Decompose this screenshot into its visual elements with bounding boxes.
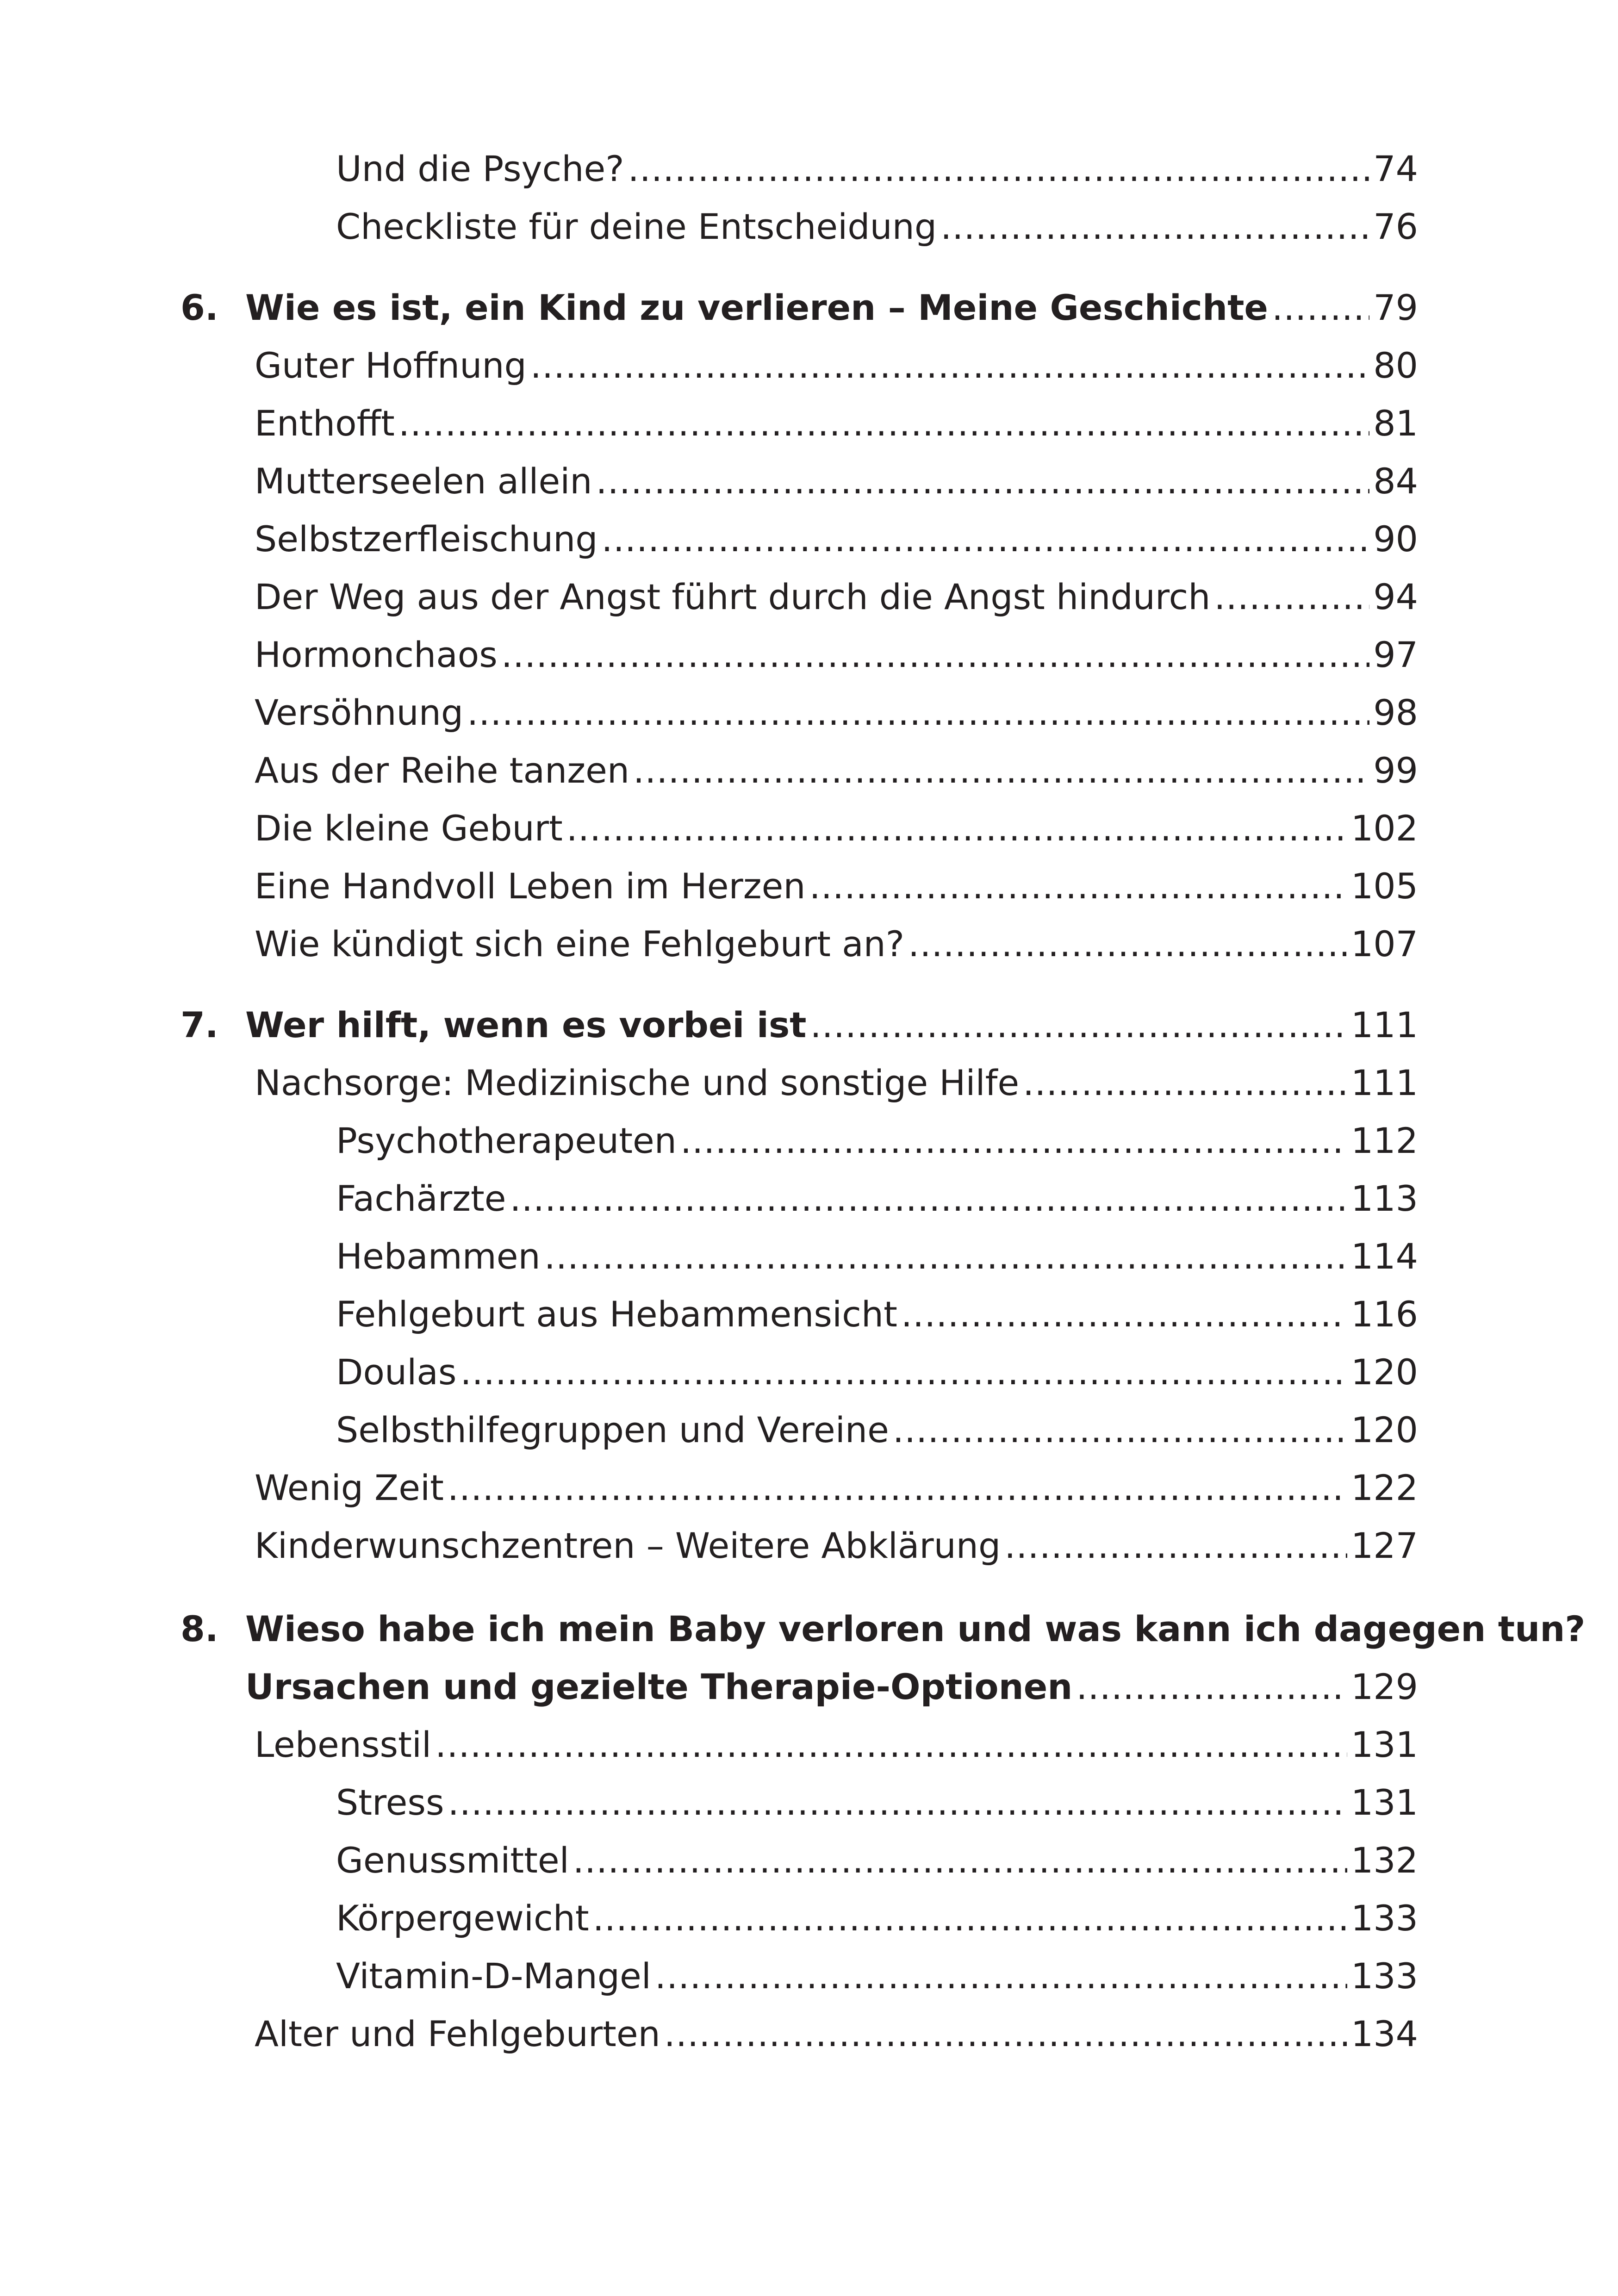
- toc-entry-page: 102: [1350, 808, 1418, 849]
- toc-entry-title: Aus der Reihe tanzen: [255, 750, 630, 791]
- toc-entry-page: 120: [1350, 1351, 1418, 1393]
- chapter-title-line2: Ursachen und gezielte Therapie-Optionen: [245, 1666, 1073, 1707]
- toc-entry-page: 76: [1373, 206, 1418, 247]
- dot-leader: [460, 1349, 1347, 1395]
- toc-entry: [255, 2011, 1418, 2057]
- dot-leader: [655, 1953, 1347, 1999]
- toc-entry-title: Nachsorge: Medizinische und sonstige Hilfe: [255, 1062, 1020, 1103]
- toc-entry-title: Und die Psyche?: [336, 148, 624, 189]
- toc-entry-page: 133: [1350, 1955, 1418, 1997]
- toc-entry-page: 134: [1350, 2013, 1418, 2054]
- toc-entry: [255, 632, 1418, 678]
- dot-leader: [435, 1722, 1347, 1768]
- toc-entry-title: Selbstzerfleischung: [255, 518, 598, 560]
- chapter-number: 8.: [180, 1608, 218, 1649]
- toc-entry-title: Stress: [336, 1782, 444, 1823]
- dot-leader: [448, 1465, 1347, 1511]
- chapter-page: 79: [1373, 287, 1418, 328]
- toc-entry-title: Checkliste für deine Entscheidung: [336, 206, 937, 247]
- dot-leader: [1076, 1664, 1347, 1710]
- toc-entry-title: Doulas: [336, 1351, 457, 1393]
- toc-entry-title: Alter und Fehlgeburten: [255, 2013, 660, 2054]
- toc-entry-page: 74: [1373, 148, 1418, 189]
- dot-leader: [596, 458, 1370, 504]
- chapter-page: 129: [1350, 1666, 1418, 1707]
- toc-entry: [336, 1780, 1418, 1826]
- toc-entry: [255, 921, 1418, 967]
- toc-entry-page: 116: [1350, 1294, 1418, 1335]
- dot-leader: [901, 1291, 1347, 1338]
- dot-leader: [1023, 1060, 1347, 1106]
- toc-entry: [255, 516, 1418, 562]
- chapter-number: 6.: [180, 287, 218, 328]
- toc-entry-title: Fehlgeburt aus Hebammensicht: [336, 1294, 897, 1335]
- toc-entry-page: 97: [1373, 634, 1418, 675]
- toc-entry-title: Enthofft: [255, 403, 395, 444]
- dot-leader: [633, 747, 1369, 794]
- chapter-title: Wer hilft, wenn es vorbei ist: [245, 1004, 807, 1045]
- dot-leader: [573, 1837, 1347, 1884]
- toc-entry-page: 80: [1373, 345, 1418, 386]
- toc-entry: [255, 1465, 1418, 1511]
- toc-entry-page: 122: [1350, 1467, 1418, 1508]
- toc-entry: [255, 805, 1418, 852]
- toc-entry-title: Mutterseelen allein: [255, 460, 592, 502]
- toc-entry-title: Eine Handvoll Leben im Herzen: [255, 865, 806, 907]
- toc-entry: [336, 1349, 1418, 1395]
- chapter-heading: [180, 1002, 1418, 1048]
- toc-entry: [255, 1060, 1418, 1106]
- toc-entry-title: Vitamin-D-Mangel: [336, 1955, 651, 1997]
- toc-entry-page: 127: [1350, 1525, 1418, 1566]
- toc-entry: [255, 574, 1418, 620]
- toc-entry-title: Versöhnung: [255, 692, 464, 733]
- toc-entry: [255, 690, 1418, 736]
- dot-leader: [467, 690, 1369, 736]
- toc-entry: [255, 1722, 1418, 1768]
- toc-entry-title: Selbsthilfegruppen und Vereine: [336, 1409, 889, 1450]
- toc-entry: [336, 1176, 1418, 1222]
- toc-entry: [336, 1837, 1418, 1884]
- dot-leader: [664, 2011, 1347, 2057]
- dot-leader: [501, 632, 1369, 678]
- toc-entry: [336, 1233, 1418, 1280]
- toc-entry: [336, 146, 1418, 192]
- chapter-heading-line1: [180, 1606, 1586, 1652]
- toc-entry: [336, 1953, 1418, 1999]
- dot-leader: [593, 1895, 1347, 1941]
- toc-entry-page: 112: [1350, 1120, 1418, 1161]
- toc-entry-page: 105: [1350, 865, 1418, 907]
- toc-entry-title: Guter Hoffnung: [255, 345, 527, 386]
- toc-entry: [336, 1407, 1418, 1453]
- dot-leader: [940, 204, 1369, 250]
- toc-entry-page: 84: [1373, 460, 1418, 502]
- toc-entry-page: 132: [1350, 1840, 1418, 1881]
- chapter-title-line1: Wieso habe ich mein Baby verloren und was kann ich dagegen tun?: [245, 1608, 1586, 1649]
- toc-entry-title: Körpergewicht: [336, 1898, 589, 1939]
- toc-entry-title: Fachärzte: [336, 1178, 506, 1219]
- toc-entry-page: 94: [1373, 576, 1418, 617]
- dot-leader: [908, 921, 1347, 967]
- toc-entry-page: 90: [1373, 518, 1418, 560]
- toc-entry: [336, 204, 1418, 250]
- toc-entry-page: 131: [1350, 1724, 1418, 1765]
- toc-entry-page: 107: [1350, 923, 1418, 964]
- dot-leader: [448, 1780, 1347, 1826]
- dot-leader: [1272, 285, 1369, 331]
- dot-leader: [1214, 574, 1369, 620]
- dot-leader: [398, 400, 1369, 447]
- toc-entry: [336, 1118, 1418, 1164]
- toc-entry-title: Psychotherapeuten: [336, 1120, 677, 1161]
- toc-entry: [255, 863, 1418, 909]
- toc-entry-page: 98: [1373, 692, 1418, 733]
- chapter-page: 111: [1350, 1004, 1418, 1045]
- toc-entry: [255, 747, 1418, 794]
- toc-entry: [255, 342, 1418, 389]
- dot-leader: [810, 1002, 1347, 1048]
- toc-entry-title: Genussmittel: [336, 1840, 569, 1881]
- toc-entry-page: 133: [1350, 1898, 1418, 1939]
- chapter-number: 7.: [180, 1004, 218, 1045]
- toc-entry-page: 99: [1373, 750, 1418, 791]
- dot-leader: [1004, 1523, 1347, 1569]
- toc-entry-page: 111: [1350, 1062, 1418, 1103]
- chapter-heading-line2: [245, 1664, 1418, 1710]
- toc-entry: [255, 400, 1418, 447]
- toc-entry: [255, 1523, 1418, 1569]
- dot-leader: [809, 863, 1347, 909]
- toc-entry-title: Hormonchaos: [255, 634, 498, 675]
- toc-entry-page: 81: [1373, 403, 1418, 444]
- toc-entry-title: Wie kündigt sich eine Fehlgeburt an?: [255, 923, 905, 964]
- toc-entry-page: 114: [1350, 1236, 1418, 1277]
- dot-leader: [510, 1176, 1347, 1222]
- toc-entry: [255, 458, 1418, 504]
- chapter-title: Wie es ist, ein Kind zu verlieren – Meine Geschichte: [245, 287, 1268, 328]
- toc-entry-title: Lebensstil: [255, 1724, 432, 1765]
- toc-entry-page: 131: [1350, 1782, 1418, 1823]
- toc-entry: [336, 1895, 1418, 1941]
- toc-entry-title: Hebammen: [336, 1236, 541, 1277]
- dot-leader: [680, 1118, 1347, 1164]
- dot-leader: [566, 805, 1347, 852]
- toc-entry: [336, 1291, 1418, 1338]
- chapter-heading: [180, 285, 1418, 331]
- dot-leader: [602, 516, 1370, 562]
- toc-entry-page: 113: [1350, 1178, 1418, 1219]
- toc-entry-title: Wenig Zeit: [255, 1467, 444, 1508]
- dot-leader: [628, 146, 1370, 192]
- dot-leader: [530, 342, 1370, 389]
- toc-entry-title: Kinderwunschzentren – Weitere Abklärung: [255, 1525, 1001, 1566]
- dot-leader: [893, 1407, 1347, 1453]
- toc-entry-title: Die kleine Geburt: [255, 808, 563, 849]
- toc-entry-page: 120: [1350, 1409, 1418, 1450]
- dot-leader: [544, 1233, 1347, 1280]
- toc-entry-title: Der Weg aus der Angst führt durch die Angst hindurch: [255, 576, 1211, 617]
